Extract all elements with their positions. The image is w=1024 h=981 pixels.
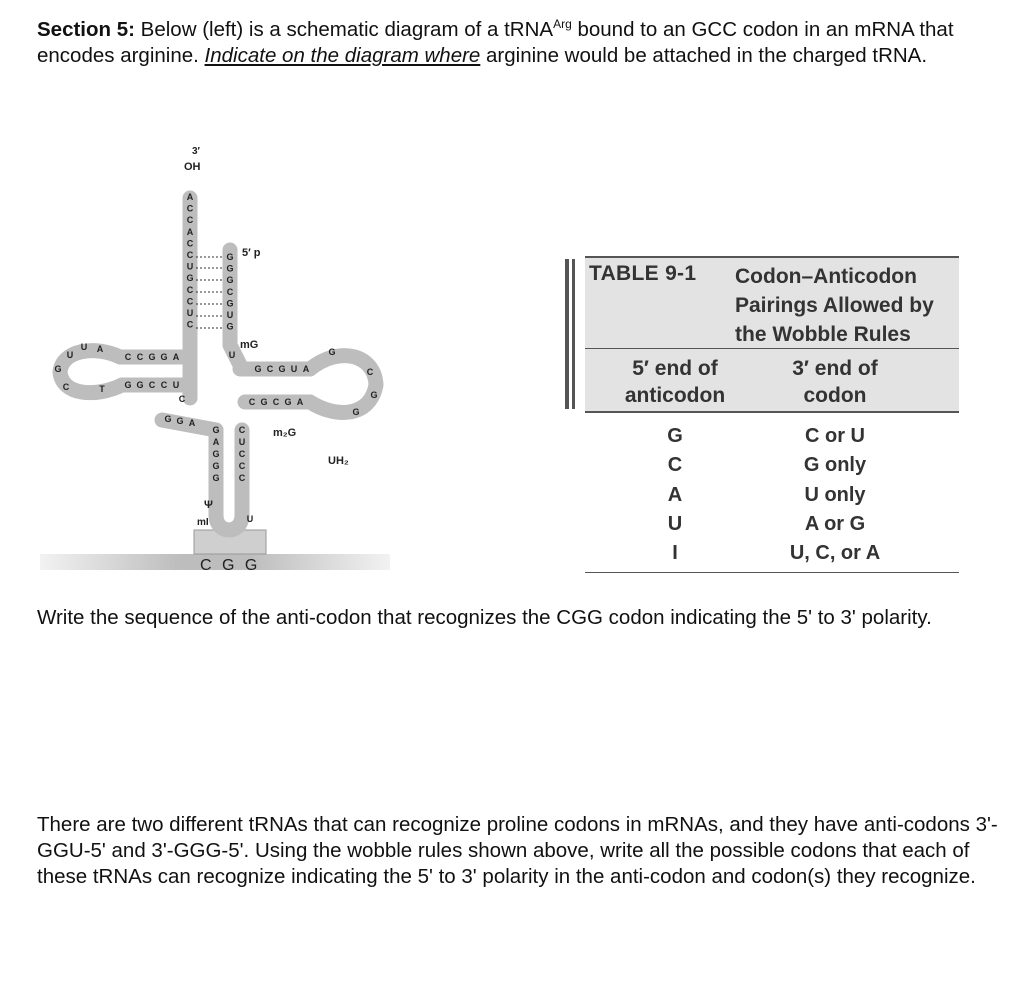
nucleotide: G: [124, 380, 132, 390]
instruction-text: Indicate on the diagram where: [204, 44, 481, 67]
table-bar: [565, 259, 569, 409]
nucleotide: A: [188, 418, 196, 428]
nucleotide: C: [186, 296, 194, 307]
d-loop-tube: [310, 356, 376, 413]
nucleotide: A: [186, 192, 194, 202]
table-bottom-rule: [585, 572, 959, 573]
nucleotide: G: [212, 449, 220, 459]
nucleotide: G: [212, 473, 220, 483]
col-header-line: 3′ end of: [792, 357, 878, 380]
table-cell-codon: U, C, or A: [789, 542, 881, 564]
intro-text: Below (left) is a schematic diagram of a tRNA: [134, 18, 554, 41]
nucleotide: U: [246, 514, 254, 524]
nucleotide: C: [238, 473, 246, 483]
table-cell-codon: U only: [804, 484, 866, 506]
nucleotide: C: [178, 394, 186, 404]
nucleotide: G: [370, 390, 378, 400]
nucleotide: U: [228, 350, 236, 360]
nucleotide: C: [186, 203, 194, 214]
section-intro-paragraph: [37, 17, 1002, 69]
nucleotide: C: [124, 352, 132, 362]
table-cell-anticodon: U: [667, 513, 683, 535]
nucleotide: G: [160, 352, 168, 362]
nucleotide: G: [226, 298, 234, 309]
nucleotide: U: [172, 380, 180, 390]
col-header-line: 5′ end of: [632, 357, 718, 380]
table-cell-codon: A or G: [804, 513, 866, 535]
nucleotide: G: [186, 273, 194, 284]
table-bar: [572, 259, 575, 409]
nucleotide: C: [272, 397, 280, 407]
mg-label: mG: [240, 339, 259, 351]
col-header-codon: [740, 355, 930, 409]
nucleotide: G: [226, 263, 234, 274]
nucleotide: G: [352, 407, 360, 417]
pair-lines: [196, 257, 224, 328]
uh2-label: UH₂: [328, 455, 349, 467]
table-label: TABLE 9-1: [589, 262, 697, 285]
nucleotide: U: [66, 350, 74, 360]
oh-label: OH: [184, 161, 201, 173]
nucleotide: U: [186, 308, 194, 318]
nucleotide: G: [148, 352, 156, 362]
nucleotide: G: [278, 364, 286, 374]
nucleotide: U: [186, 261, 194, 272]
codon-label: C G G: [200, 557, 261, 574]
table-cell-codon: C or U: [805, 425, 865, 447]
table-title: [735, 262, 934, 349]
nucleotide: G: [212, 461, 220, 471]
nucleotide: C: [238, 425, 246, 435]
question-anticodon: Write the sequence of the anti-codon that recognizes the CGG codon indicating the 5' to 3' polarity.: [37, 606, 932, 629]
section-label: Section 5:: [37, 18, 135, 41]
trna-diagram: [40, 140, 400, 580]
table-cell-anticodon: A: [667, 484, 683, 506]
col-header-line: anticodon: [624, 384, 726, 407]
question-proline-codons: There are two different tRNAs that can recognize proline codons in mRNAs, and they have anti-codons 3'-GGU-5' and 3'-GGG-5'. Using the wobble rules shown above, write all the possible codons that each of these tRNAs can recognize indicating the 5' to 3' polarity in the anti-codon and codon(s) they recognize.: [37, 813, 998, 888]
nucleotide: A: [302, 364, 310, 374]
nucleotide: C: [366, 367, 374, 377]
nucleotide: G: [164, 414, 172, 424]
three-prime-label: 3′: [192, 146, 200, 157]
nucleotide: C: [226, 286, 234, 297]
nucleotide: A: [296, 397, 304, 407]
nucleotide: C: [62, 382, 70, 392]
nucleotide: C: [238, 461, 246, 471]
table-cell-anticodon: G: [667, 425, 683, 447]
nucleotide: C: [248, 397, 256, 407]
nucleotide: U: [226, 310, 234, 320]
nucleotide: U: [80, 342, 88, 352]
nucleotide: C: [186, 284, 194, 295]
nucleotide: G: [226, 275, 234, 286]
nucleotide: C: [186, 319, 194, 330]
nucleotide: C: [186, 215, 194, 226]
mi-label: mI: [197, 517, 209, 528]
nucleotide: G: [212, 425, 220, 435]
nucleotide: A: [186, 226, 194, 237]
nucleotide: G: [136, 380, 144, 390]
nucleotide: C: [136, 352, 144, 362]
intro-text-2: bound to an GCC codon in an mRNA that encodes arginine.: [37, 18, 954, 67]
nucleotide: G: [284, 397, 292, 407]
nucleotide: C: [160, 380, 168, 390]
five-prime-p-label: 5′ p: [242, 247, 261, 259]
nucleotide: A: [172, 352, 180, 362]
nucleotide: C: [266, 364, 274, 374]
m2g-label: m₂G: [273, 427, 297, 439]
table-title-line: Pairings Allowed by: [735, 294, 934, 317]
nucleotide: G: [176, 416, 184, 426]
nucleotide: C: [186, 238, 194, 249]
wobble-table: [565, 256, 959, 576]
nucleotide: G: [328, 347, 336, 357]
nucleotide: G: [54, 364, 62, 374]
table-title-line: the Wobble Rules: [735, 323, 911, 346]
nucleotide: C: [238, 449, 246, 459]
nucleotide: A: [212, 437, 220, 447]
intro-text-end: arginine would be attached in the charged tRNA.: [480, 44, 928, 67]
nucleotide: T: [99, 384, 105, 394]
col-header-line: codon: [803, 384, 867, 407]
nucleotide: G: [254, 364, 262, 374]
nucleotide: G: [226, 252, 234, 262]
table-cell-anticodon: I: [672, 542, 678, 564]
nucleotide: A: [96, 344, 104, 354]
acceptor-stem-tube: [190, 198, 230, 345]
nucleotide: C: [148, 380, 156, 390]
trna-schematic: [40, 140, 400, 580]
nucleotide: G: [260, 397, 268, 407]
nucleotide: G: [226, 321, 234, 332]
arg-superscript: Arg: [553, 17, 572, 31]
nucleotide: U: [290, 364, 298, 374]
psi-label: Ψ: [204, 499, 213, 511]
nucleotide: C: [186, 250, 194, 260]
table-cell-codon: G only: [803, 454, 867, 476]
table-title-line: Codon–Anticodon: [735, 265, 917, 288]
table-cell-anticodon: C: [667, 454, 683, 476]
nucleotide: U: [238, 437, 246, 447]
